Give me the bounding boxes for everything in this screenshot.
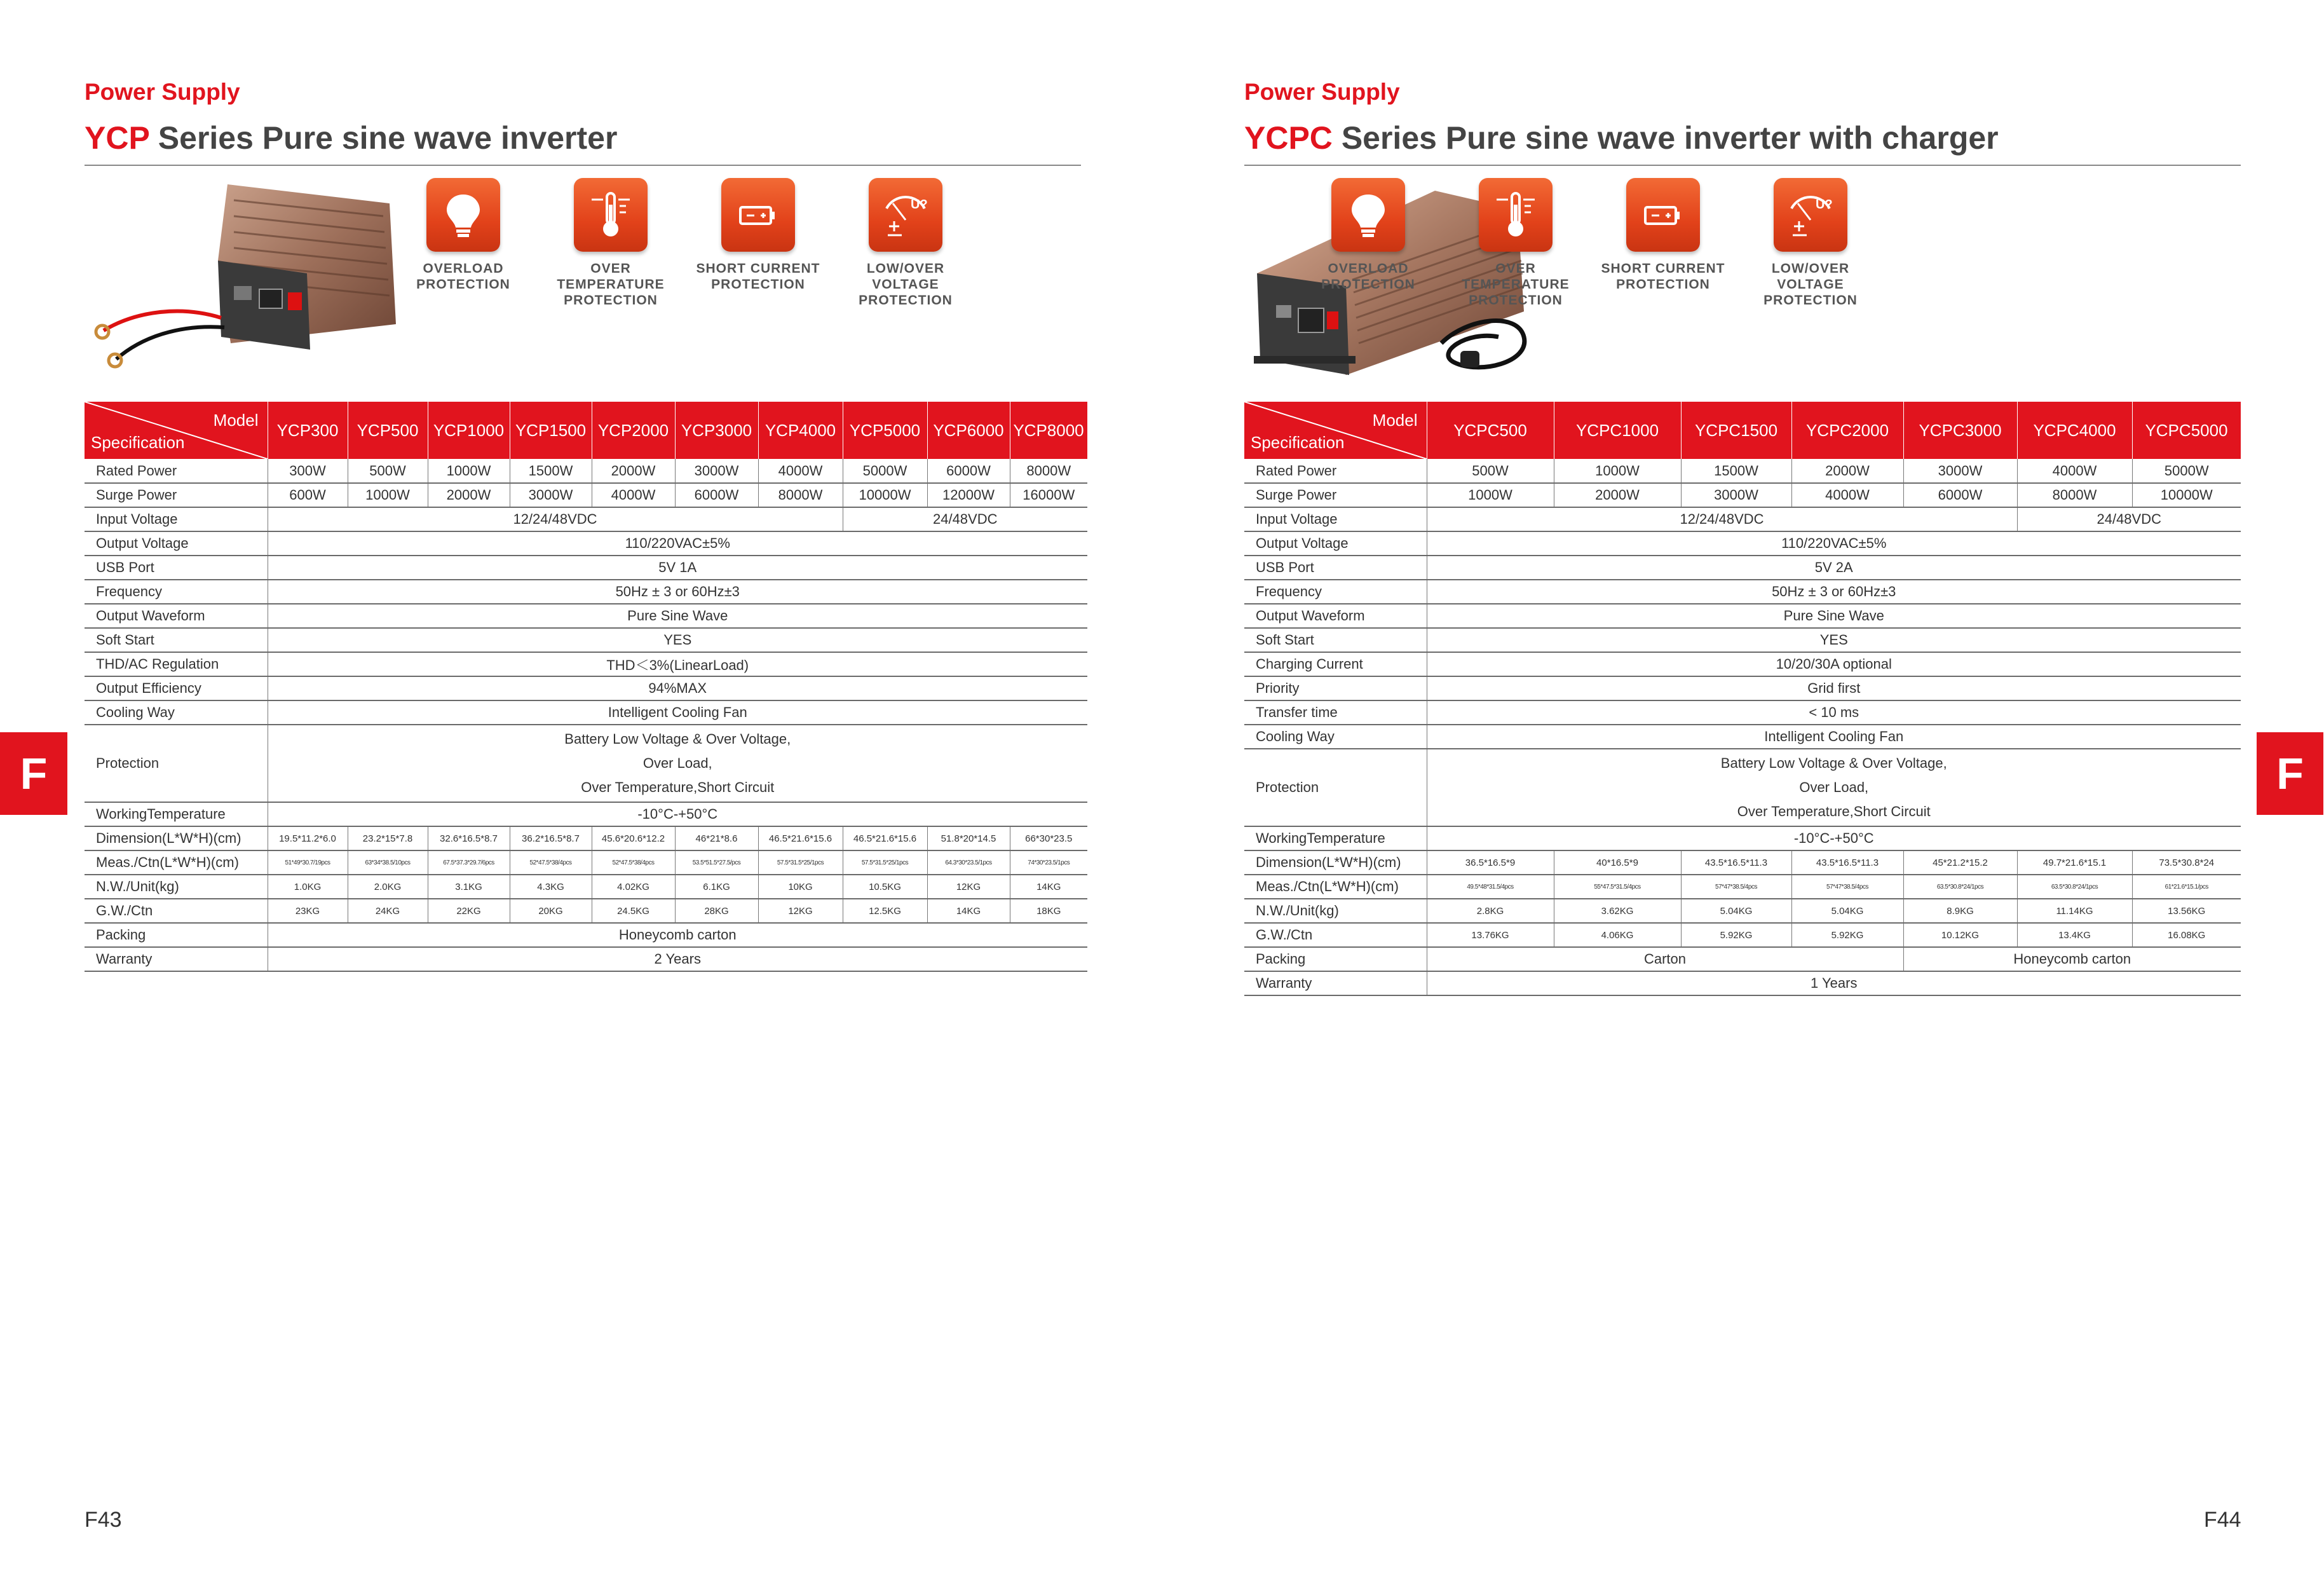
feature-overload — [390, 178, 537, 308]
table-row — [1244, 725, 2241, 749]
row-label: Dimension(L*W*H)(cm) — [85, 826, 268, 850]
cell: 55*47.5*31.5/4pcs — [1554, 875, 1681, 899]
protection-line: Over Temperature,Short Circuit — [1737, 803, 1931, 819]
cell: 11.14KG — [2017, 899, 2132, 923]
spec-heading: Specification — [91, 433, 185, 452]
cell: 3000W — [510, 483, 592, 507]
page-f44 — [1162, 0, 2323, 1577]
row-label: Rated Power — [1244, 459, 1427, 483]
cell: 10000W — [2132, 483, 2241, 507]
cell: 49.7*21.6*15.1 — [2017, 850, 2132, 875]
cell: 1500W — [510, 459, 592, 483]
cell: 16000W — [1010, 483, 1087, 507]
cell: 5.92KG — [1681, 923, 1791, 947]
cell: 14KG — [1010, 875, 1087, 899]
thermometer-icon — [574, 178, 648, 252]
feature-low-over-voltage — [1737, 178, 1884, 308]
cell: 50Hz ± 3 or 60Hz±3 — [268, 580, 1087, 604]
cell: 14KG — [927, 899, 1010, 923]
cell: 43.5*16.5*11.3 — [1681, 850, 1791, 875]
cell: 1500W — [1681, 459, 1791, 483]
cell: 6.1KG — [675, 875, 758, 899]
row-label: USB Port — [85, 556, 268, 580]
cell: 1000W — [1427, 483, 1554, 507]
cell: 2.8KG — [1427, 899, 1554, 923]
model-heading: Model — [213, 411, 259, 430]
cell: 5.04KG — [1791, 899, 1903, 923]
cell: 61*21.6*15.1/pcs — [2132, 875, 2241, 899]
row-label: Priority — [1244, 676, 1427, 700]
cell: 57.5*31.5*25/1pcs — [843, 850, 927, 875]
page-title — [85, 119, 617, 156]
row-label: Surge Power — [85, 483, 268, 507]
cell: 94%MAX — [268, 676, 1087, 700]
header-row — [85, 402, 1087, 459]
model-col: YCPC1000 — [1554, 402, 1681, 459]
model-col: YCPC5000 — [2132, 402, 2241, 459]
cell: 63.5*30.8*24/1pcs — [1903, 875, 2017, 899]
table-row — [85, 483, 1087, 507]
cell: Honeycomb carton — [268, 923, 1087, 947]
row-label: Output Waveform — [1244, 604, 1427, 628]
header-corner — [1244, 402, 1427, 459]
ycp-inverter-image — [85, 178, 402, 369]
cell: 2000W — [428, 483, 510, 507]
row-label: Soft Start — [85, 628, 268, 652]
series-title: Series Pure sine wave inverter — [149, 120, 618, 156]
cell: Pure Sine Wave — [268, 604, 1087, 628]
protection-line: Over Temperature,Short Circuit — [581, 779, 775, 795]
row-label: Output Voltage — [85, 531, 268, 556]
cell: 28KG — [675, 899, 758, 923]
row-label: Frequency — [1244, 580, 1427, 604]
cell: 5.92KG — [1791, 923, 1903, 947]
row-label: Meas./Ctn(L*W*H)(cm) — [1244, 875, 1427, 899]
cell: 46.5*21.6*15.6 — [843, 826, 927, 850]
cell: Intelligent Cooling Fan — [268, 700, 1087, 725]
model-col: YCPC3000 — [1903, 402, 2017, 459]
row-label: Packing — [85, 923, 268, 947]
cell: 40*16.5*9 — [1554, 850, 1681, 875]
row-label: Transfer time — [1244, 700, 1427, 725]
row-label: WorkingTemperature — [1244, 826, 1427, 850]
cell: -10°C-+50°C — [268, 802, 1087, 826]
section-tab: F — [2257, 732, 2323, 815]
cell: 4000W — [1791, 483, 1903, 507]
spec-heading: Specification — [1251, 433, 1345, 452]
table-row — [1244, 556, 2241, 580]
cell: 53.5*51.5*27.5/pcs — [675, 850, 758, 875]
feature-label: SHORT CURRENT PROTECTION — [1601, 261, 1725, 292]
cell: 1.0KG — [268, 875, 348, 899]
section-tab: F — [0, 732, 67, 815]
cell: 3000W — [1681, 483, 1791, 507]
cell: 64.3*30*23.5/1pcs — [927, 850, 1010, 875]
model-col: YCP2000 — [592, 402, 675, 459]
cell — [268, 725, 1087, 802]
section-label: Power Supply — [85, 79, 240, 105]
row-label: Surge Power — [1244, 483, 1427, 507]
feature-label: LOW/OVER VOLTAGE PROTECTION — [1763, 261, 1858, 308]
table-row — [1244, 971, 2241, 995]
cell: 43.5*16.5*11.3 — [1791, 850, 1903, 875]
table-row — [85, 652, 1087, 676]
cell: 67.5*37.3*29.7/6pcs — [428, 850, 510, 875]
model-col: YCPC4000 — [2017, 402, 2132, 459]
table-row — [1244, 947, 2241, 971]
table-row — [1244, 483, 2241, 507]
cell: YES — [268, 628, 1087, 652]
cell: THD＜3%(LinearLoad) — [268, 652, 1087, 676]
cell: 63.5*30.8*24/1pcs — [2017, 875, 2132, 899]
cell: 12KG — [927, 875, 1010, 899]
title-divider — [85, 165, 1081, 166]
table-row — [85, 923, 1087, 947]
cell: 32.6*16.5*8.7 — [428, 826, 510, 850]
cell: 4000W — [2017, 459, 2132, 483]
feature-icons — [390, 178, 979, 308]
cell: Pure Sine Wave — [1427, 604, 2241, 628]
row-label: Soft Start — [1244, 628, 1427, 652]
battery-icon — [721, 178, 795, 252]
feature-short-current — [684, 178, 832, 308]
section-label: Power Supply — [1244, 79, 1400, 105]
cell: 13.56KG — [2132, 899, 2241, 923]
row-label: Meas./Ctn(L*W*H)(cm) — [85, 850, 268, 875]
cell: 46.5*21.6*15.6 — [758, 826, 843, 850]
cell: 24/48VDC — [2017, 507, 2241, 531]
table-row — [1244, 531, 2241, 556]
model-col: YCP300 — [268, 402, 348, 459]
cell: Grid first — [1427, 676, 2241, 700]
table-row — [1244, 875, 2241, 899]
feature-label: OVERLOAD PROTECTION — [416, 261, 510, 292]
table-row — [85, 725, 1087, 802]
cell: 3.1KG — [428, 875, 510, 899]
cell: 2 Years — [268, 947, 1087, 971]
table-row — [1244, 899, 2241, 923]
table-row — [85, 676, 1087, 700]
row-label: N.W./Unit(kg) — [1244, 899, 1427, 923]
cell: 5.04KG — [1681, 899, 1791, 923]
cell: 24.5KG — [592, 899, 675, 923]
feature-short-current — [1589, 178, 1737, 308]
cell: 3.62KG — [1554, 899, 1681, 923]
cell: 300W — [268, 459, 348, 483]
protection-line: Over Load, — [1799, 779, 1869, 795]
feature-icons — [1295, 178, 1884, 308]
cell: 24KG — [348, 899, 428, 923]
cell: 2.0KG — [348, 875, 428, 899]
row-label: Protection — [1244, 749, 1427, 826]
page-number: F43 — [85, 1508, 122, 1532]
protection-line: Battery Low Voltage & Over Voltage, — [564, 731, 791, 747]
cell: 45.6*20.6*12.2 — [592, 826, 675, 850]
header-corner — [85, 402, 268, 459]
cell: 110/220VAC±5% — [1427, 531, 2241, 556]
model-col: YCP4000 — [758, 402, 843, 459]
series-code: YCPC — [1244, 120, 1333, 156]
row-label: Protection — [85, 725, 268, 802]
cell: 20KG — [510, 899, 592, 923]
cell: 10.5KG — [843, 875, 927, 899]
cell: 16.08KG — [2132, 923, 2241, 947]
cell: 600W — [268, 483, 348, 507]
cell: 46*21*8.6 — [675, 826, 758, 850]
row-label: Frequency — [85, 580, 268, 604]
thermometer-icon — [1479, 178, 1553, 252]
cell: 52*47.5*38/4pcs — [592, 850, 675, 875]
cell: 2000W — [1791, 459, 1903, 483]
cell: 19.5*11.2*6.0 — [268, 826, 348, 850]
cell: 4000W — [758, 459, 843, 483]
cell: 36.2*16.5*8.7 — [510, 826, 592, 850]
row-label: Cooling Way — [85, 700, 268, 725]
row-label: Cooling Way — [1244, 725, 1427, 749]
row-label: Packing — [1244, 947, 1427, 971]
table-row — [85, 531, 1087, 556]
cell: 500W — [348, 459, 428, 483]
cell: Carton — [1427, 947, 1903, 971]
table-row — [85, 802, 1087, 826]
cell: -10°C-+50°C — [1427, 826, 2241, 850]
row-label: THD/AC Regulation — [85, 652, 268, 676]
bulb-icon — [426, 178, 500, 252]
table-row — [1244, 676, 2241, 700]
header-row — [1244, 402, 2241, 459]
cell: Honeycomb carton — [1903, 947, 2241, 971]
cell: 51.8*20*14.5 — [927, 826, 1010, 850]
feature-over-temperature — [1442, 178, 1589, 308]
cell: 5000W — [843, 459, 927, 483]
table-row — [85, 700, 1087, 725]
cell: 4000W — [592, 483, 675, 507]
row-label: Input Voltage — [85, 507, 268, 531]
row-label: N.W./Unit(kg) — [85, 875, 268, 899]
model-col: YCP500 — [348, 402, 428, 459]
model-col: YCP1500 — [510, 402, 592, 459]
cell: 10.12KG — [1903, 923, 2017, 947]
table-row — [85, 580, 1087, 604]
feature-over-temperature — [537, 178, 684, 308]
cell: 23.2*15*7.8 — [348, 826, 428, 850]
table-row — [1244, 604, 2241, 628]
row-label: Warranty — [1244, 971, 1427, 995]
row-label: Charging Current — [1244, 652, 1427, 676]
table-row — [1244, 628, 2241, 652]
row-label: Dimension(L*W*H)(cm) — [1244, 850, 1427, 875]
table-row — [1244, 652, 2241, 676]
model-col: YCPC2000 — [1791, 402, 1903, 459]
table-row — [85, 556, 1087, 580]
cell: 36.5*16.5*9 — [1427, 850, 1554, 875]
cell: 74*30*23.5/1pcs — [1010, 850, 1087, 875]
cell: 500W — [1427, 459, 1554, 483]
row-label: G.W./Ctn — [1244, 923, 1427, 947]
table-row — [85, 875, 1087, 899]
cell: 66*30*23.5 — [1010, 826, 1087, 850]
feature-label: OVER TEMPERATURE PROTECTION — [1462, 261, 1570, 308]
table-row — [85, 459, 1087, 483]
svg-text:U?: U? — [1816, 198, 1833, 212]
voltmeter-icon — [869, 178, 942, 252]
battery-icon — [1626, 178, 1700, 252]
cell: 13.4KG — [2017, 923, 2132, 947]
table-row — [85, 604, 1087, 628]
row-label: Output Efficiency — [85, 676, 268, 700]
row-label: Output Waveform — [85, 604, 268, 628]
cell — [1427, 749, 2241, 826]
feature-label: SHORT CURRENT PROTECTION — [696, 261, 820, 292]
row-label: Input Voltage — [1244, 507, 1427, 531]
table-row — [85, 628, 1087, 652]
cell: 12/24/48VDC — [268, 507, 843, 531]
cell: Intelligent Cooling Fan — [1427, 725, 2241, 749]
row-label: Output Voltage — [1244, 531, 1427, 556]
cell: 22KG — [428, 899, 510, 923]
cell: 73.5*30.8*24 — [2132, 850, 2241, 875]
cell: 2000W — [592, 459, 675, 483]
row-label: Warranty — [85, 947, 268, 971]
cell: 10000W — [843, 483, 927, 507]
cell: 12.5KG — [843, 899, 927, 923]
table-row — [1244, 749, 2241, 826]
table-row — [85, 826, 1087, 850]
cell: 10KG — [758, 875, 843, 899]
feature-label: LOW/OVER VOLTAGE PROTECTION — [859, 261, 953, 308]
cell: 50Hz ± 3 or 60Hz±3 — [1427, 580, 2241, 604]
cell: < 10 ms — [1427, 700, 2241, 725]
cell: 8.9KG — [1903, 899, 2017, 923]
cell: 6000W — [675, 483, 758, 507]
table-row — [1244, 580, 2241, 604]
table-row — [1244, 507, 2241, 531]
table-row — [1244, 700, 2241, 725]
feature-low-over-voltage — [832, 178, 979, 308]
table-row — [85, 899, 1087, 923]
page-title — [1244, 119, 1999, 156]
table-row — [1244, 826, 2241, 850]
row-label: WorkingTemperature — [85, 802, 268, 826]
series-code: YCP — [85, 120, 149, 156]
cell: 63*34*38.5/10pcs — [348, 850, 428, 875]
model-col: YCP6000 — [927, 402, 1010, 459]
model-heading: Model — [1372, 411, 1418, 430]
cell: 23KG — [268, 899, 348, 923]
cell: 52*47.5*38/4pcs — [510, 850, 592, 875]
feature-label: OVER TEMPERATURE PROTECTION — [557, 261, 665, 308]
cell: 1000W — [1554, 459, 1681, 483]
cell: 2000W — [1554, 483, 1681, 507]
model-col: YCP1000 — [428, 402, 510, 459]
voltmeter-icon — [1774, 178, 1847, 252]
model-col: YCPC1500 — [1681, 402, 1791, 459]
cell: 57*47*38.5/4pcs — [1791, 875, 1903, 899]
cell: 57.5*31.5*25/1pcs — [758, 850, 843, 875]
cell: 12KG — [758, 899, 843, 923]
svg-text:U?: U? — [911, 198, 928, 212]
cell: 12000W — [927, 483, 1010, 507]
cell: 5V 1A — [268, 556, 1087, 580]
protection-line: Over Load, — [642, 755, 712, 771]
model-col: YCPC500 — [1427, 402, 1554, 459]
cell: 6000W — [1903, 483, 2017, 507]
row-label: USB Port — [1244, 556, 1427, 580]
cell: YES — [1427, 628, 2241, 652]
table-row — [85, 947, 1087, 971]
cell: 1000W — [428, 459, 510, 483]
page-number: F44 — [2204, 1508, 2241, 1532]
series-title: Series Pure sine wave inverter with charger — [1332, 120, 1999, 156]
model-col: YCP3000 — [675, 402, 758, 459]
cell: 8000W — [758, 483, 843, 507]
cell: 18KG — [1010, 899, 1087, 923]
row-label: Rated Power — [85, 459, 268, 483]
model-col: YCP8000 — [1010, 402, 1087, 459]
cell: 24/48VDC — [843, 507, 1087, 531]
title-divider — [1244, 165, 2241, 166]
feature-label: OVERLOAD PROTECTION — [1321, 261, 1415, 292]
cell: 5V 2A — [1427, 556, 2241, 580]
cell: 4.02KG — [592, 875, 675, 899]
cell: 1000W — [348, 483, 428, 507]
cell: 49.5*48*31.5/4pcs — [1427, 875, 1554, 899]
cell: 110/220VAC±5% — [268, 531, 1087, 556]
cell: 13.76KG — [1427, 923, 1554, 947]
cell: 8000W — [1010, 459, 1087, 483]
cell: 3000W — [1903, 459, 2017, 483]
cell: 4.3KG — [510, 875, 592, 899]
protection-line: Battery Low Voltage & Over Voltage, — [1720, 755, 1947, 771]
row-label: G.W./Ctn — [85, 899, 268, 923]
table-row — [1244, 923, 2241, 947]
cell: 12/24/48VDC — [1427, 507, 2017, 531]
cell: 4.06KG — [1554, 923, 1681, 947]
cell: 3000W — [675, 459, 758, 483]
model-col: YCP5000 — [843, 402, 927, 459]
cell: 8000W — [2017, 483, 2132, 507]
table-row — [1244, 459, 2241, 483]
cell: 5000W — [2132, 459, 2241, 483]
ycp-spec-table — [85, 402, 1088, 972]
cell: 1 Years — [1427, 971, 2241, 995]
ycpc-spec-table — [1244, 402, 2241, 996]
cell: 51*49*30.7/19pcs — [268, 850, 348, 875]
cell: 10/20/30A optional — [1427, 652, 2241, 676]
cell: 57*47*38.5/4pcs — [1681, 875, 1791, 899]
feature-overload — [1295, 178, 1442, 308]
table-row — [85, 507, 1087, 531]
table-row — [1244, 850, 2241, 875]
bulb-icon — [1331, 178, 1405, 252]
cell: 45*21.2*15.2 — [1903, 850, 2017, 875]
table-row — [85, 850, 1087, 875]
cell: 6000W — [927, 459, 1010, 483]
